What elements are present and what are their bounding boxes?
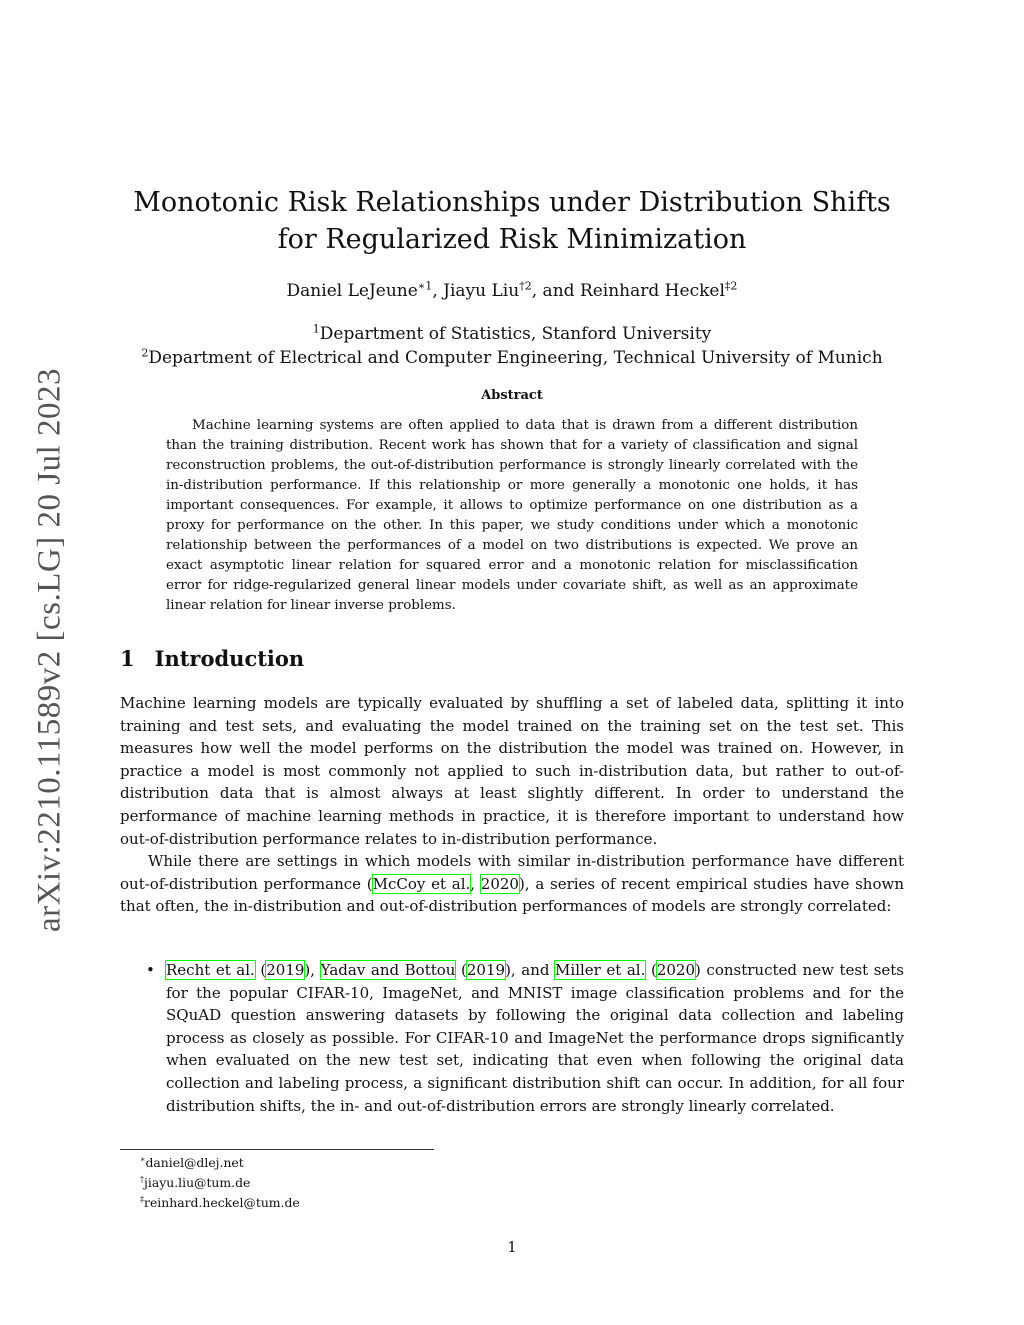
footnote [140, 1173, 300, 1193]
footnote-marker: † [140, 1174, 145, 1184]
author-separator: , [432, 281, 444, 301]
citation-link[interactable]: 2020 [480, 874, 519, 893]
paragraph-text: ), a series of recent empirical studies have shown that often, the in-distribution and out-of-distribution performances of models are strongly correlated: [120, 874, 904, 916]
citation-link[interactable]: 2019 [266, 961, 305, 979]
affiliation [120, 322, 904, 346]
paper-title [120, 184, 904, 258]
section-number: 1 [120, 646, 135, 671]
abstract-text: Machine learning systems are often applied to data that is drawn from a different distribution than the training distribution. Recent work has shown that for a variety of classification and signal reconstruction problems, the out-of-distribution performance is strongly linearly correlated with the in-distribution performance. If this relationship or more generally a monotonic one holds, it has important consequences. For example, it allows to optimize performance on one distribution as a proxy for performance on the other. In this paper, we study conditions under which a monotonic relationship between the performances of a model on two distributions is expected. We prove an exact asymptotic linear relation for squared error and a monotonic relation for misclassification error for ridge-regularized general linear models under covariate shift, as well as an approximate linear relation for linear inverse problems. [166, 418, 858, 613]
affiliation-marker: 2 [141, 346, 149, 360]
citation-link[interactable]: Miller et al. [555, 961, 646, 979]
title-line-2: for Regularized Risk Minimization [277, 224, 747, 255]
author-marker: ‡2 [724, 279, 738, 293]
bullet-icon: • [146, 961, 155, 979]
footnote-email: daniel@dlej.net [145, 1155, 244, 1170]
affiliations [120, 322, 904, 370]
list-item-text: constructed new test sets for the popular CIFAR-10, ImageNet, and MNIST image classification problems and for the SQuAD question answering datasets by following the original data collection and labeling process as closely as possible. For CIFAR-10 and ImageNet the performance drops significantly when evaluated on the new test set, indicating that even when following the original data collection and labeling process, a significant distribution shift can occur. In addition, for all four distribution shifts, the in- and out-of-distribution errors are strongly linearly correlated. [166, 961, 904, 1115]
footnote-email: reinhard.heckel@tum.de [144, 1195, 300, 1210]
intro-paragraph-1: Machine learning models are typically evaluated by shuffling a set of labeled data, splitting it into training and test sets, and evaluating the model trained on the training set on the test set. This measures how well the model performs on the distribution the model was trained on. However, in practice a model is most commonly not applied to such in-distribution data, but rather to out-of-distribution data that is almost always at least slightly different. In order to understand the performance of machine learning methods in practice, it is therefore important to understand how out-of-distribution performance relates to in-distribution performance. [120, 694, 904, 848]
citation-separator: , [470, 874, 481, 893]
section-title: Introduction [154, 646, 305, 671]
footnote-marker: ‡ [140, 1194, 145, 1204]
affiliation-text: Department of Electrical and Computer Engineering, Technical University of Munich [148, 348, 883, 368]
section-heading [120, 646, 304, 671]
abstract-heading: Abstract [481, 388, 543, 403]
author-name: Daniel LeJeune [286, 281, 418, 301]
footnote-divider [120, 1149, 434, 1150]
footnote [140, 1193, 300, 1213]
paragraph-text: While there are settings in which models with similar in-distribution performance have different out-of-distribution performance ( [120, 852, 904, 893]
affiliation-text: Department of Statistics, Stanford University [319, 324, 712, 344]
author-marker: ∗1 [417, 279, 433, 293]
author-marker: †2 [519, 279, 532, 293]
footnote-marker: ∗ [140, 1154, 146, 1164]
page-number: 1 [507, 1238, 517, 1256]
author-name: Jiayu Liu [443, 281, 520, 301]
citation-link[interactable]: 2020 [656, 961, 695, 979]
affiliation [120, 346, 904, 370]
intro-paragraph-2 [120, 850, 904, 918]
title-line-1: Monotonic Risk Relationships under Distribution Shifts [133, 187, 891, 218]
author-name: Reinhard Heckel [579, 281, 725, 301]
citation-link[interactable]: McCoy et al. [372, 874, 471, 893]
footnote [140, 1153, 300, 1173]
affiliation-marker: 1 [312, 322, 320, 336]
author-separator: , and [531, 281, 580, 301]
citation-link[interactable]: Recht et al. [166, 961, 255, 979]
citation-link[interactable]: Yadav and Bottou [320, 961, 456, 979]
author-list [120, 281, 904, 301]
list-item: • Recht et al. (2019), Yadav and Bottou (2019), and Miller et al. (2020) constructed new test sets for the popular CIFAR-10, ImageNet, and MNIST image classification problems and for the SQuAD question answering datasets by following the original data collection and labeling process as closely as possible. For CIFAR-10 and ImageNet the performance drops significantly when evaluated on the new test set, indicating that even when following the original data collection and labeling process, a significant distribution shift can occur. In addition, for all four distribution shifts, the in- and out-of-distribution errors are strongly linearly correlated. [146, 961, 904, 1115]
citation-link[interactable]: 2019 [466, 961, 506, 979]
arxiv-identifier-stamp: arXiv:2210.11589v2 [cs.LG] 20 Jul 2023 [31, 367, 68, 933]
footnote-email: jiayu.liu@tum.de [144, 1175, 251, 1190]
footnotes [140, 1153, 300, 1213]
bullet-list [120, 959, 904, 1117]
